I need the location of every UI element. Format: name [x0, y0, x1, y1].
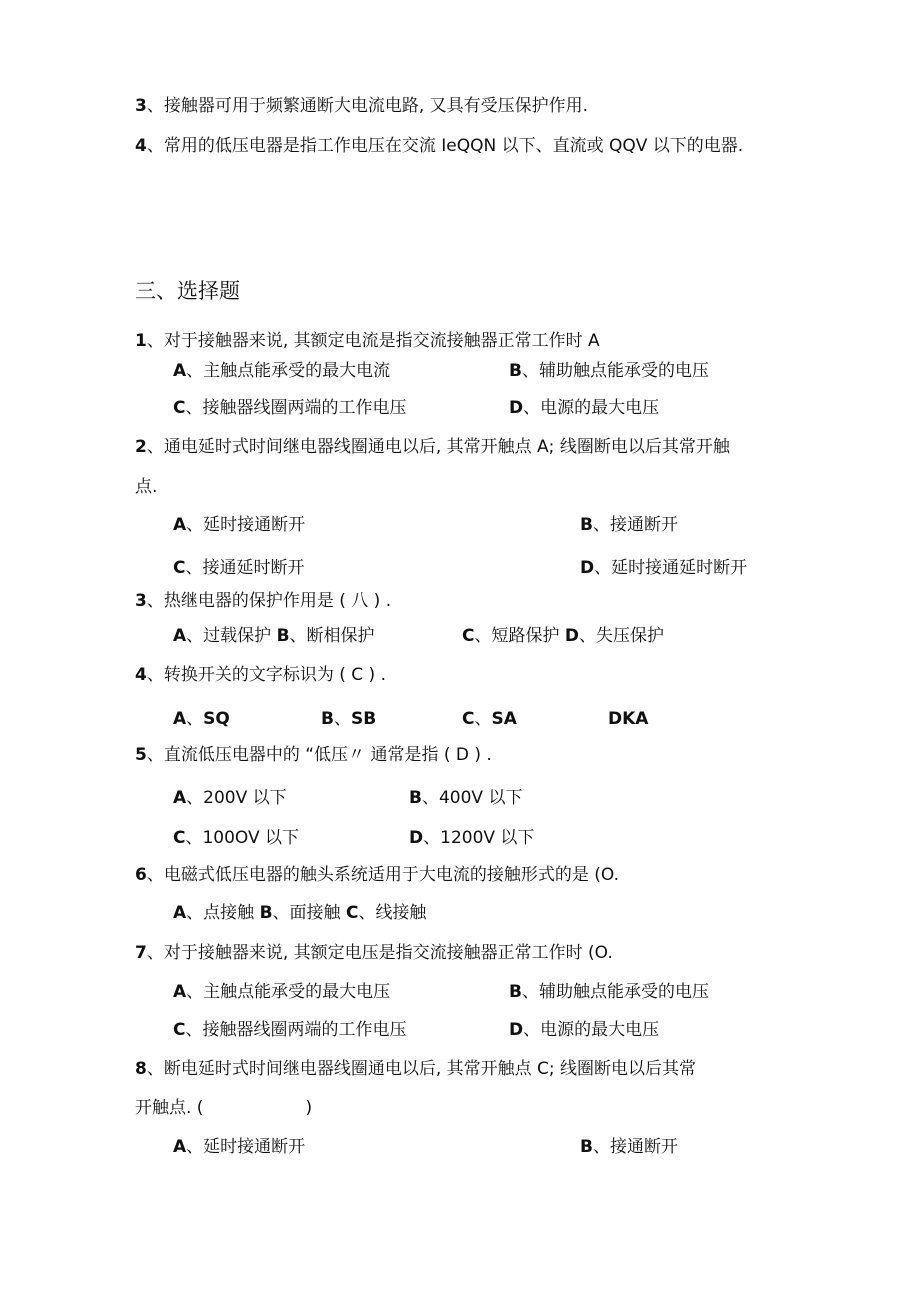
option-letter: A [173, 361, 187, 381]
option-text: 1200V 以下 [440, 828, 535, 848]
option-text: 过载保护 [203, 626, 272, 646]
option-d [580, 556, 747, 580]
statement-number: 4 [135, 136, 147, 156]
option-a [173, 786, 287, 810]
option-text: 辅助触点能承受的电压 [538, 982, 709, 1002]
question-1 [135, 329, 600, 353]
option-letter: C [345, 903, 359, 923]
question-sep: 、 [146, 943, 164, 963]
option-b [509, 980, 709, 1004]
option-sep: 、 [421, 788, 439, 808]
option-a [173, 1135, 305, 1159]
option-c [173, 1018, 406, 1042]
statement-3 [135, 94, 588, 118]
option-b [580, 1135, 678, 1159]
option-d [409, 826, 534, 850]
option-sep: 、 [474, 709, 492, 729]
option-text: 接通断开 [609, 515, 678, 535]
option-letter: B [276, 626, 290, 646]
option-sep: 、 [185, 828, 203, 848]
option-a [173, 980, 390, 1004]
statement-4 [135, 134, 743, 158]
option-letter: A [173, 903, 187, 923]
option-letter: D [580, 558, 595, 578]
option-sep: 、 [592, 515, 610, 535]
option-text: 短路保护 [491, 626, 560, 646]
question-sep: 、 [146, 665, 164, 685]
question-text: 转换开关的文字标识为 ( C ) . [163, 665, 386, 685]
option-sep: 、 [186, 515, 204, 535]
option-text: 面接触 [289, 903, 341, 923]
option-letter: B [509, 361, 522, 381]
option-text: 辅助触点能承受的电压 [538, 361, 709, 381]
question-sep: 、 [146, 437, 164, 457]
statement-text: 接触器可用于频繁通断大电流电路, 又具有受压保护作用. [163, 96, 589, 116]
option-text: 点接触 [203, 903, 255, 923]
question-8 [135, 1057, 696, 1081]
option-sep: 、 [185, 1020, 203, 1040]
option-text: 延时接通延时断开 [611, 558, 748, 578]
option-text: 断相保护 [306, 626, 375, 646]
option-text: 100OV 以下 [202, 828, 300, 848]
question-number: 3 [135, 591, 147, 611]
option-text: 延时接通断开 [203, 515, 306, 535]
option-d [509, 396, 659, 420]
option-sep: 、 [521, 982, 539, 1002]
option-text: 主触点能承受的最大电流 [203, 361, 391, 381]
option-letter: A [173, 515, 187, 535]
option-text: SA [491, 709, 517, 729]
question-4 [135, 663, 386, 687]
option-sep: 、 [523, 1020, 541, 1040]
option-letter: C [173, 828, 186, 848]
option-text: 延时接通断开 [203, 1137, 306, 1157]
option-c [173, 826, 299, 850]
option-text: 线接触 [375, 903, 427, 923]
question-number: 6 [135, 865, 147, 885]
option-b [409, 786, 522, 810]
question-7 [135, 941, 613, 965]
option-letter: C [173, 398, 186, 418]
question-number: 4 [135, 665, 147, 685]
option-sep: 、 [186, 709, 204, 729]
option-letter: C [173, 558, 186, 578]
option-sep: 、 [186, 626, 204, 646]
option-text: 接触器线圈两端的工作电压 [202, 1020, 407, 1040]
option-b [321, 707, 376, 731]
option-letter: A [173, 982, 187, 1002]
option-d [608, 707, 648, 731]
option-letter: D [509, 398, 524, 418]
option-letter: B [580, 515, 593, 535]
question-sep: 、 [146, 591, 164, 611]
option-sep: 、 [186, 982, 204, 1002]
option-letter: D [509, 1020, 524, 1040]
option-text: 200V 以下 [203, 788, 287, 808]
option-b [580, 513, 678, 537]
option-sep: 、 [579, 626, 597, 646]
statement-sep: 、 [146, 96, 164, 116]
option-b [509, 359, 709, 383]
question-8-continuation: 开触点. ( ) [135, 1098, 313, 1118]
option-text: SQ [203, 709, 230, 729]
option-text: 接触器线圈两端的工作电压 [202, 398, 407, 418]
option-sep: 、 [186, 903, 204, 923]
option-sep: 、 [521, 361, 539, 381]
question-text: 对于接触器来说, 其额定电流是指交流接触器正常工作时 A [163, 331, 600, 351]
option-letter: B [509, 982, 522, 1002]
question-text: 电磁式低压电器的触头系统适用于大电流的接触形式的是 (O. [163, 865, 619, 885]
option-text: 主触点能承受的最大电压 [203, 982, 391, 1002]
option-c [173, 396, 406, 420]
question-sep: 、 [146, 331, 164, 351]
section-title: 三、选择题 [135, 279, 240, 303]
question-6 [135, 863, 619, 887]
option-c [173, 556, 304, 580]
option-text: 接通断开 [609, 1137, 678, 1157]
option-text: SB [350, 709, 377, 729]
option-sep: 、 [592, 1137, 610, 1157]
option-a [173, 359, 390, 383]
option-sep: 、 [185, 398, 203, 418]
option-sep: 、 [272, 903, 290, 923]
question-text: 通电延时式时间继电器线圈通电以后, 其常开触点 A; 线圈断电以后其常开触 [163, 437, 730, 457]
question-text: 对于接触器来说, 其额定电压是指交流接触器正常工作时 (O. [163, 943, 613, 963]
statement-number: 3 [135, 96, 147, 116]
question-number: 5 [135, 745, 147, 765]
question-5 [135, 743, 492, 767]
option-sep: 、 [474, 626, 492, 646]
option-c [462, 707, 517, 731]
statement-sep: 、 [146, 136, 164, 156]
option-sep: 、 [185, 558, 203, 578]
option-c [462, 624, 664, 648]
option-a [173, 624, 375, 648]
option-a [173, 513, 305, 537]
option-text: 电源的最大电压 [540, 1020, 660, 1040]
option-letter: D [409, 828, 424, 848]
question-sep: 、 [146, 1059, 164, 1079]
option-text: 电源的最大电压 [540, 398, 660, 418]
option-letter: C [462, 626, 475, 646]
question-sep: 、 [146, 865, 164, 885]
option-letter: A [173, 626, 187, 646]
question-number: 1 [135, 331, 147, 351]
option-letter: D [564, 626, 580, 646]
option-d [509, 1018, 659, 1042]
question-2-continuation: 点. [135, 477, 158, 497]
option-letter: A [173, 1137, 187, 1157]
option-sep: 、 [358, 903, 376, 923]
option-letter: C [173, 1020, 186, 1040]
option-letter: A [173, 788, 187, 808]
option-letter: C [462, 709, 475, 729]
option-letter: A [173, 709, 187, 729]
question-2 [135, 435, 730, 459]
option-letter: B [580, 1137, 593, 1157]
question-number: 8 [135, 1059, 147, 1079]
option-sep: 、 [423, 828, 441, 848]
option-text: 接通延时断开 [202, 558, 305, 578]
option-letter: B [259, 903, 273, 923]
question-sep: 、 [146, 745, 164, 765]
option-sep: 、 [186, 361, 204, 381]
option-letter: B [321, 709, 334, 729]
option-letter: B [409, 788, 422, 808]
question-text: 直流低压电器中的 “低压〃 通常是指 ( D ) . [163, 745, 492, 765]
option-sep: 、 [186, 1137, 204, 1157]
option-sep: 、 [333, 709, 351, 729]
option-text: DKA [608, 709, 649, 729]
option-text: 400V 以下 [438, 788, 523, 808]
option-sep: 、 [523, 398, 541, 418]
question-text: 热继电器的保护作用是 ( 八 ) . [163, 591, 392, 611]
option-text: 失压保护 [596, 626, 665, 646]
option-a [173, 707, 230, 731]
question-text: 断电延时式时间继电器线圈通电以后, 其常开触点 C; 线圈断电以后其常 [163, 1059, 697, 1079]
question-number: 7 [135, 943, 147, 963]
option-sep: 、 [186, 788, 204, 808]
question-number: 2 [135, 437, 147, 457]
option-row [173, 901, 426, 925]
option-sep: 、 [594, 558, 612, 578]
statement-text: 常用的低压电器是指工作电压在交流 IeQQN 以下、直流或 QQV 以下的电器. [163, 136, 744, 156]
option-sep: 、 [289, 626, 307, 646]
question-3 [135, 589, 391, 613]
